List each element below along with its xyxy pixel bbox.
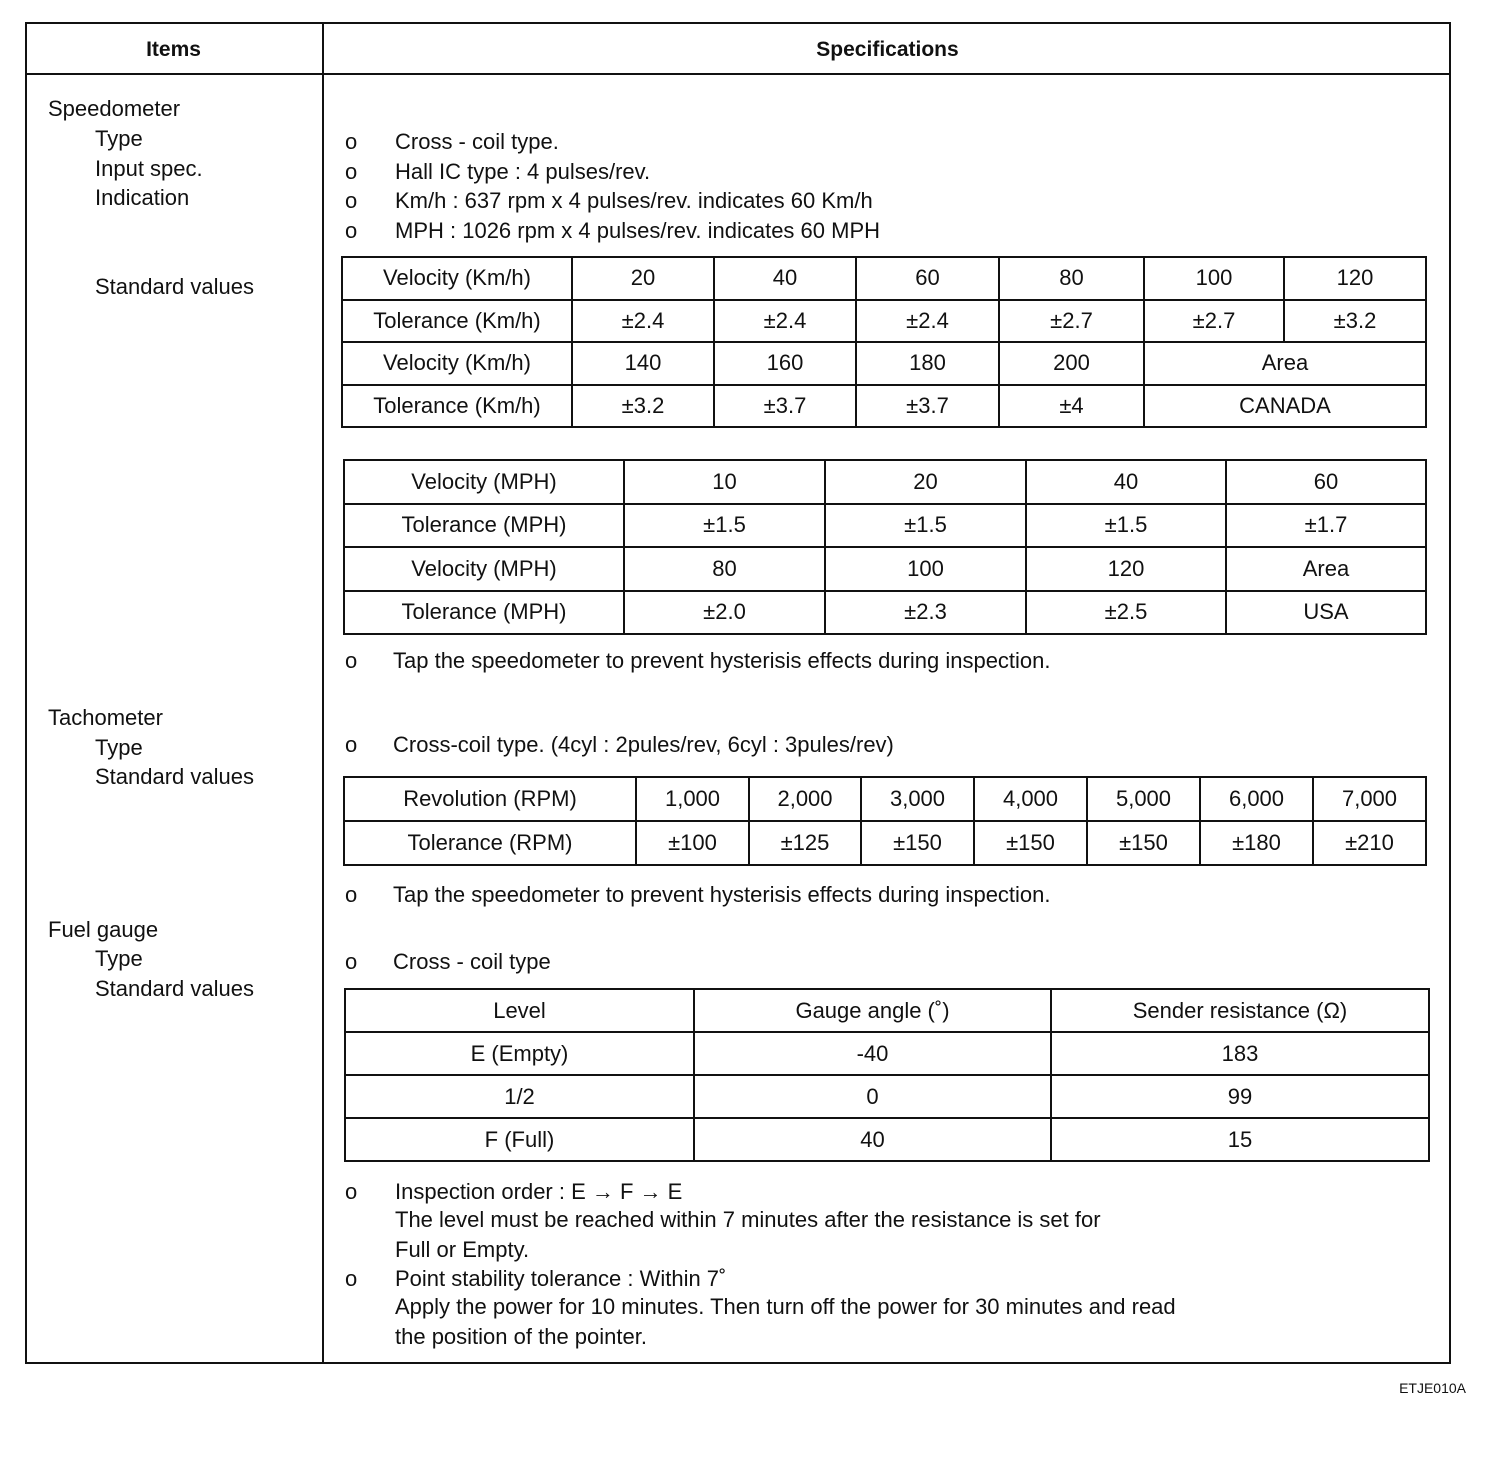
table-cell: Revolution (RPM) [344, 777, 636, 821]
table-cell: Velocity (Km/h) [342, 342, 572, 385]
table-cell: ±2.7 [1144, 300, 1284, 343]
bullet-marker: o [345, 218, 358, 243]
table-cell: 60 [1226, 460, 1426, 504]
table-row [345, 1075, 1429, 1118]
table-row [345, 989, 1429, 1032]
bullet-marker: o [345, 129, 358, 154]
table-cell: 200 [999, 342, 1144, 385]
tachometer-note: Tap the speedometer to prevent hysterisis effects during inspection. [393, 882, 1051, 907]
table-cell: ±2.5 [1026, 591, 1226, 635]
speedometer-kmh-table [341, 256, 1427, 428]
table-row [344, 591, 1426, 635]
table-cell: ±1.5 [825, 504, 1026, 548]
table-cell: Sender resistance (Ω) [1051, 989, 1429, 1032]
speedometer-title: Speedometer [48, 96, 181, 121]
bullet-marker: o [345, 159, 358, 184]
table-cell: ±1.5 [1026, 504, 1226, 548]
table-cell: 15 [1051, 1118, 1429, 1161]
table-cell: Tolerance (MPH) [344, 504, 624, 548]
tachometer-table [343, 776, 1427, 866]
bullet-marker: o [345, 882, 358, 907]
table-cell: ±3.7 [714, 385, 856, 428]
bullet-marker: o [345, 732, 358, 757]
table-row [344, 504, 1426, 548]
fuel-inspection-line: Full or Empty. [395, 1237, 530, 1262]
table-cell: 140 [572, 342, 714, 385]
table-cell: 120 [1026, 547, 1226, 591]
table-cell: 40 [1026, 460, 1226, 504]
table-cell: ±150 [974, 821, 1087, 865]
table-cell: Velocity (MPH) [344, 547, 624, 591]
fuel-stability-line: Apply the power for 10 minutes. Then turn off the power for 30 minutes and read [395, 1294, 1176, 1319]
table-cell: Gauge angle (˚) [694, 989, 1051, 1032]
table-cell: 100 [1144, 257, 1284, 300]
table-cell: ±2.3 [825, 591, 1026, 635]
fuel-inspection-order: Inspection order : E → F → E [395, 1179, 683, 1204]
table-cell: ±150 [1087, 821, 1200, 865]
table-cell: ±3.7 [856, 385, 999, 428]
table-cell: 5,000 [1087, 777, 1200, 821]
bullet-marker: o [345, 648, 358, 673]
table-cell: 60 [856, 257, 999, 300]
table-cell: 4,000 [974, 777, 1087, 821]
speedometer-standard-label: Standard values [95, 274, 254, 299]
table-row [345, 1032, 1429, 1075]
specifications-header: Specifications [816, 38, 959, 61]
speedometer-input-label: Input spec. [95, 156, 203, 181]
table-row [342, 342, 1426, 385]
table-cell: ±180 [1200, 821, 1313, 865]
table-cell: F (Full) [345, 1118, 694, 1161]
table-cell: 1,000 [636, 777, 749, 821]
table-cell: 0 [694, 1075, 1051, 1118]
table-cell: ±2.4 [714, 300, 856, 343]
table-row [345, 1118, 1429, 1161]
table-cell: 10 [624, 460, 825, 504]
table-cell: Velocity (Km/h) [342, 257, 572, 300]
table-cell: 40 [714, 257, 856, 300]
table-cell: ±2.0 [624, 591, 825, 635]
bullet-marker: o [345, 188, 358, 213]
table-row [342, 257, 1426, 300]
table-cell: ±125 [749, 821, 861, 865]
table-row [344, 777, 1426, 821]
table-cell: 20 [825, 460, 1026, 504]
speedometer-bullet: Km/h : 637 rpm x 4 pulses/rev. indicates 60 Km/h [395, 188, 873, 213]
table-row [344, 547, 1426, 591]
fuel-stability-line: the position of the pointer. [395, 1324, 647, 1349]
speedometer-bullet: Cross - coil type. [395, 129, 559, 154]
table-cell: Area [1144, 342, 1426, 385]
table-row [342, 300, 1426, 343]
fuel-standard-label: Standard values [95, 976, 254, 1001]
table-cell: ±150 [861, 821, 974, 865]
header-divider [25, 73, 1451, 75]
bullet-marker: o [345, 949, 358, 974]
table-cell: 100 [825, 547, 1026, 591]
table-cell: USA [1226, 591, 1426, 635]
table-cell: 2,000 [749, 777, 861, 821]
table-cell: Tolerance (Km/h) [342, 385, 572, 428]
table-row [344, 821, 1426, 865]
table-cell: E (Empty) [345, 1032, 694, 1075]
tachometer-type-label: Type [95, 735, 143, 760]
table-cell: 80 [999, 257, 1144, 300]
fuel-title: Fuel gauge [48, 917, 159, 942]
table-cell: 7,000 [1313, 777, 1426, 821]
table-cell: CANADA [1144, 385, 1426, 428]
table-cell: 180 [856, 342, 999, 385]
table-cell: ±3.2 [1284, 300, 1426, 343]
table-cell: Velocity (MPH) [344, 460, 624, 504]
table-cell: ±2.4 [572, 300, 714, 343]
bullet-marker: o [345, 1179, 358, 1204]
items-header: Items [146, 38, 201, 61]
table-cell: Tolerance (RPM) [344, 821, 636, 865]
table-cell: ±1.7 [1226, 504, 1426, 548]
table-cell: Tolerance (Km/h) [342, 300, 572, 343]
table-cell: ±2.7 [999, 300, 1144, 343]
table-cell: 40 [694, 1118, 1051, 1161]
table-cell: 183 [1051, 1032, 1429, 1075]
fuel-type-label: Type [95, 946, 143, 971]
fuel-stability: Point stability tolerance : Within 7˚ [395, 1266, 727, 1291]
speedometer-bullet: MPH : 1026 rpm x 4 pulses/rev. indicates 60 MPH [395, 218, 881, 243]
table-cell: ±2.4 [856, 300, 999, 343]
column-divider [322, 22, 324, 1364]
fuel-gauge-table [344, 988, 1430, 1162]
table-cell: 99 [1051, 1075, 1429, 1118]
table-cell: 3,000 [861, 777, 974, 821]
speedometer-mph-table [343, 459, 1427, 635]
fuel-type-text: Cross - coil type [393, 949, 551, 974]
speedometer-bullet: Hall IC type : 4 pulses/rev. [395, 159, 651, 184]
tachometer-type-text: Cross-coil type. (4cyl : 2pules/rev, 6cyl : 3pules/rev) [393, 732, 894, 757]
table-cell: 1/2 [345, 1075, 694, 1118]
table-cell: 20 [572, 257, 714, 300]
table-cell: ±210 [1313, 821, 1426, 865]
table-cell: Level [345, 989, 694, 1032]
speedometer-type-label: Type [95, 126, 143, 151]
table-row [342, 385, 1426, 428]
table-row [344, 460, 1426, 504]
speedometer-indication-label: Indication [95, 185, 190, 210]
bullet-marker: o [345, 1266, 358, 1291]
speedometer-note: Tap the speedometer to prevent hysterisis effects during inspection. [393, 648, 1051, 673]
table-cell: ±1.5 [624, 504, 825, 548]
table-cell: 6,000 [1200, 777, 1313, 821]
fuel-inspection-line: The level must be reached within 7 minutes after the resistance is set for [395, 1207, 1101, 1232]
table-cell: ±4 [999, 385, 1144, 428]
table-cell: 160 [714, 342, 856, 385]
table-cell: ±100 [636, 821, 749, 865]
table-cell: 80 [624, 547, 825, 591]
table-cell: Tolerance (MPH) [344, 591, 624, 635]
table-cell: Area [1226, 547, 1426, 591]
table-cell: 120 [1284, 257, 1426, 300]
table-cell: ±3.2 [572, 385, 714, 428]
tachometer-title: Tachometer [48, 705, 163, 730]
tachometer-standard-label: Standard values [95, 764, 254, 789]
document-code: ETJE010A [1399, 1380, 1466, 1396]
table-cell: -40 [694, 1032, 1051, 1075]
